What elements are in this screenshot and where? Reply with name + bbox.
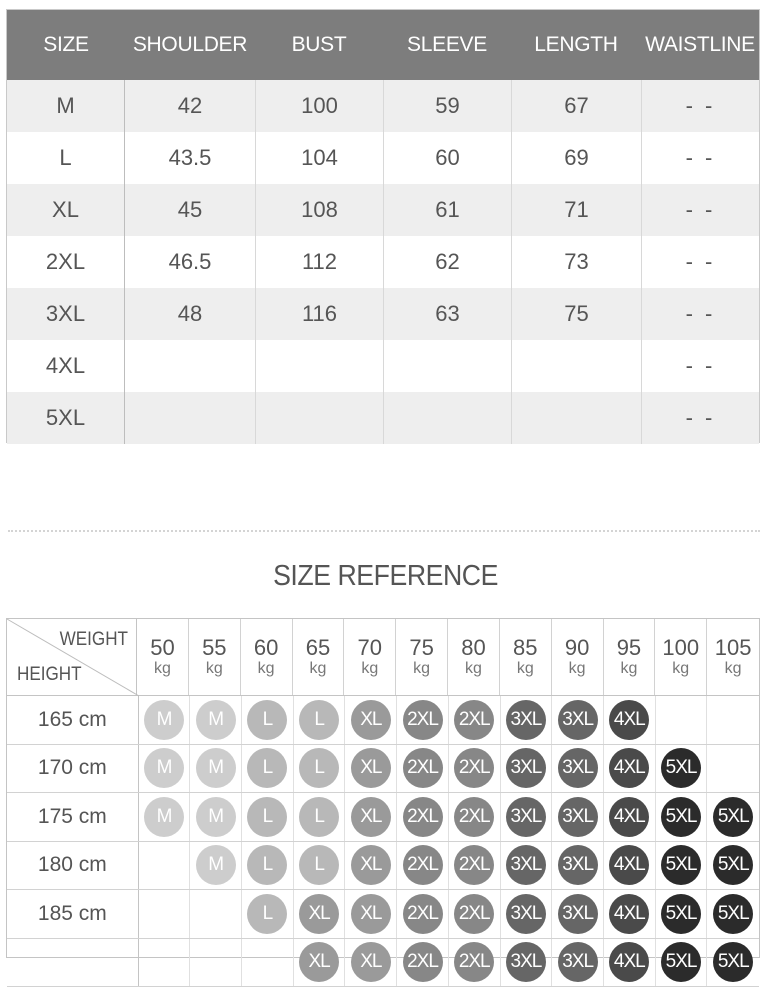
grid-cell <box>656 696 708 744</box>
table-cell <box>511 392 641 444</box>
grid-cell <box>501 696 553 744</box>
size-badge: M <box>196 845 236 885</box>
weight-value: 75 <box>396 637 447 659</box>
size-badge: 3XL <box>506 942 546 982</box>
size-badge: M <box>144 748 184 788</box>
table-cell <box>511 340 641 392</box>
size-badge: L <box>247 797 287 837</box>
grid-cell <box>604 842 656 890</box>
size-badge: 4XL <box>609 942 649 982</box>
size-reference-title: SIZE REFERENCE <box>31 560 740 593</box>
size-badge: 2XL <box>403 942 443 982</box>
grid-cell <box>656 890 708 938</box>
table-cell: 73 <box>511 236 641 288</box>
weight-cell <box>241 619 293 695</box>
table-cell: 42 <box>125 80 255 132</box>
size-badge: XL <box>351 748 391 788</box>
grid-cell <box>656 939 708 987</box>
height-label: HEIGHT <box>17 664 82 686</box>
grid-cell <box>190 745 242 793</box>
grid-cell <box>501 939 553 987</box>
size-badge: L <box>247 845 287 885</box>
measurement-body <box>7 80 759 444</box>
size-badge: 2XL <box>454 797 494 837</box>
size-badge: XL <box>299 942 339 982</box>
reference-row <box>7 745 759 794</box>
reference-row <box>7 696 759 745</box>
grid-cell <box>552 890 604 938</box>
grid-cell <box>449 793 501 841</box>
table-cell: 67 <box>511 80 641 132</box>
size-badge: 2XL <box>454 845 494 885</box>
table-cell: - - <box>641 392 759 444</box>
weight-cell <box>448 619 500 695</box>
height-cell: 170 cm <box>7 745 139 793</box>
grid-cell <box>397 745 449 793</box>
size-badge: 5XL <box>661 894 701 934</box>
grid-cell <box>552 696 604 744</box>
size-badge: 5XL <box>661 797 701 837</box>
grid-cell <box>345 939 397 987</box>
grid-cell <box>707 939 759 987</box>
weight-value: 55 <box>189 637 240 659</box>
table-cell: 100 <box>255 80 383 132</box>
grid-cell <box>397 939 449 987</box>
weight-cell <box>552 619 604 695</box>
grid-cell <box>552 793 604 841</box>
size-badge: 3XL <box>506 797 546 837</box>
table-cell <box>255 340 383 392</box>
measurement-table <box>6 9 760 443</box>
size-badge: 4XL <box>609 845 649 885</box>
size-badge: XL <box>351 942 391 982</box>
size-reference-grid <box>6 618 760 958</box>
weight-unit: kg <box>137 659 188 679</box>
height-cell: 185 cm <box>7 890 139 938</box>
size-badge: XL <box>351 797 391 837</box>
table-cell <box>125 392 255 444</box>
header-sleeve: SLEEVE <box>383 10 511 80</box>
table-cell: 61 <box>383 184 511 236</box>
size-badge: 2XL <box>403 700 443 740</box>
table-cell: 45 <box>125 184 255 236</box>
size-badge: 4XL <box>609 748 649 788</box>
size-badge: 2XL <box>403 845 443 885</box>
table-cell <box>383 340 511 392</box>
reference-row <box>7 793 759 842</box>
measurement-header-row <box>7 10 759 80</box>
grid-cell <box>604 939 656 987</box>
table-cell: 63 <box>383 288 511 340</box>
size-badge: 2XL <box>454 942 494 982</box>
size-badge: 2XL <box>403 748 443 788</box>
size-badge: 5XL <box>713 894 753 934</box>
size-badge: L <box>247 700 287 740</box>
size-badge: 3XL <box>558 748 598 788</box>
size-badge: 5XL <box>661 942 701 982</box>
grid-cell <box>345 793 397 841</box>
grid-cell <box>501 793 553 841</box>
table-cell: 75 <box>511 288 641 340</box>
height-cell <box>7 939 139 987</box>
table-cell: 48 <box>125 288 255 340</box>
weight-value: 100 <box>655 637 706 659</box>
grid-cell <box>449 745 501 793</box>
table-cell: 108 <box>255 184 383 236</box>
weight-cell <box>396 619 448 695</box>
table-cell: - - <box>641 80 759 132</box>
grid-cell <box>552 939 604 987</box>
header-length: LENGTH <box>511 10 641 80</box>
table-cell: 71 <box>511 184 641 236</box>
weight-cell <box>604 619 656 695</box>
weight-cell <box>707 619 759 695</box>
grid-cell <box>294 939 346 987</box>
weight-unit: kg <box>500 659 551 679</box>
grid-cell <box>139 890 191 938</box>
size-badge: 4XL <box>609 700 649 740</box>
size-badge: M <box>196 797 236 837</box>
weight-cell <box>293 619 345 695</box>
grid-cell <box>139 745 191 793</box>
grid-cell <box>552 745 604 793</box>
grid-cell <box>707 793 759 841</box>
grid-cell <box>190 842 242 890</box>
weight-cell <box>500 619 552 695</box>
grid-cell <box>656 745 708 793</box>
table-cell: 112 <box>255 236 383 288</box>
grid-cell <box>294 793 346 841</box>
grid-cell <box>190 696 242 744</box>
size-badge: L <box>299 700 339 740</box>
table-cell: - - <box>641 184 759 236</box>
table-cell: L <box>7 132 125 184</box>
grid-cell <box>294 696 346 744</box>
table-cell <box>383 392 511 444</box>
weight-unit: kg <box>293 659 344 679</box>
weight-value: 95 <box>604 637 655 659</box>
grid-cell <box>707 842 759 890</box>
size-badge: M <box>196 748 236 788</box>
weight-value: 85 <box>500 637 551 659</box>
size-badge: 2XL <box>403 797 443 837</box>
size-badge: M <box>144 700 184 740</box>
size-badge: 3XL <box>558 894 598 934</box>
height-cell: 165 cm <box>7 696 139 744</box>
size-badge: 5XL <box>661 845 701 885</box>
weight-unit: kg <box>396 659 447 679</box>
reference-row <box>7 939 759 987</box>
grid-cell <box>501 842 553 890</box>
size-badge: 3XL <box>558 797 598 837</box>
size-badge: 2XL <box>454 894 494 934</box>
table-row <box>7 340 759 392</box>
grid-cell <box>294 890 346 938</box>
weight-label: WEIGHT <box>60 629 128 651</box>
table-cell: - - <box>641 236 759 288</box>
grid-cell <box>604 696 656 744</box>
grid-cell <box>345 890 397 938</box>
corner-cell <box>7 619 137 696</box>
table-row <box>7 392 759 444</box>
size-badge: 5XL <box>661 748 701 788</box>
table-cell: XL <box>7 184 125 236</box>
table-row <box>7 184 759 236</box>
weight-cell <box>344 619 396 695</box>
weight-unit: kg <box>344 659 395 679</box>
grid-cell <box>552 842 604 890</box>
table-cell: 5XL <box>7 392 125 444</box>
size-reference-body <box>7 696 759 987</box>
size-badge: 5XL <box>713 797 753 837</box>
table-cell: 4XL <box>7 340 125 392</box>
table-row <box>7 132 759 184</box>
size-badge: 4XL <box>609 797 649 837</box>
table-cell: 2XL <box>7 236 125 288</box>
weight-unit: kg <box>552 659 603 679</box>
header-size: SIZE <box>7 10 125 80</box>
grid-cell <box>707 745 759 793</box>
grid-cell <box>397 842 449 890</box>
grid-cell <box>397 890 449 938</box>
weight-unit: kg <box>448 659 499 679</box>
size-badge: M <box>196 700 236 740</box>
height-cell: 175 cm <box>7 793 139 841</box>
section-divider <box>8 530 760 532</box>
grid-cell <box>707 890 759 938</box>
grid-cell <box>242 696 294 744</box>
size-badge: XL <box>351 845 391 885</box>
size-badge: 2XL <box>454 748 494 788</box>
size-badge: 3XL <box>506 748 546 788</box>
grid-cell <box>656 842 708 890</box>
grid-cell <box>242 939 294 987</box>
weight-value: 70 <box>344 637 395 659</box>
grid-cell <box>707 696 759 744</box>
weight-unit: kg <box>707 659 759 679</box>
size-badge: XL <box>299 894 339 934</box>
grid-cell <box>139 939 191 987</box>
grid-cell <box>139 842 191 890</box>
grid-cell <box>449 842 501 890</box>
table-cell: 43.5 <box>125 132 255 184</box>
size-badge: 3XL <box>558 700 598 740</box>
grid-cell <box>139 696 191 744</box>
size-badge: 2XL <box>454 700 494 740</box>
header-bust: BUST <box>255 10 383 80</box>
grid-cell <box>449 696 501 744</box>
weight-cell <box>655 619 707 695</box>
grid-cell <box>242 890 294 938</box>
height-cell: 180 cm <box>7 842 139 890</box>
size-badge: M <box>144 797 184 837</box>
grid-cell <box>397 793 449 841</box>
weight-unit: kg <box>604 659 655 679</box>
grid-cell <box>242 842 294 890</box>
grid-cell <box>190 793 242 841</box>
size-badge: 3XL <box>558 942 598 982</box>
size-badge: 3XL <box>506 845 546 885</box>
weight-cell <box>137 619 189 695</box>
weight-header-row <box>7 619 759 696</box>
grid-cell <box>242 793 294 841</box>
size-badge: 5XL <box>713 942 753 982</box>
size-badge: L <box>247 894 287 934</box>
weight-value: 80 <box>448 637 499 659</box>
table-row <box>7 80 759 132</box>
reference-row <box>7 842 759 891</box>
size-badge: 5XL <box>713 845 753 885</box>
size-badge: XL <box>351 894 391 934</box>
table-cell: - - <box>641 288 759 340</box>
table-row <box>7 236 759 288</box>
grid-cell <box>190 890 242 938</box>
size-badge: L <box>299 797 339 837</box>
table-cell: 60 <box>383 132 511 184</box>
grid-cell <box>294 842 346 890</box>
table-cell: 69 <box>511 132 641 184</box>
table-cell: 46.5 <box>125 236 255 288</box>
grid-cell <box>604 745 656 793</box>
size-badge: L <box>247 748 287 788</box>
grid-cell <box>449 939 501 987</box>
weight-unit: kg <box>189 659 240 679</box>
weight-unit: kg <box>241 659 292 679</box>
size-badge: XL <box>351 700 391 740</box>
grid-cell <box>397 696 449 744</box>
table-cell: 3XL <box>7 288 125 340</box>
size-badge: L <box>299 748 339 788</box>
weight-unit: kg <box>655 659 706 679</box>
table-cell: M <box>7 80 125 132</box>
grid-cell <box>294 745 346 793</box>
weight-value: 50 <box>137 637 188 659</box>
size-badge: 2XL <box>403 894 443 934</box>
weight-cell <box>189 619 241 695</box>
table-cell: 62 <box>383 236 511 288</box>
weight-value: 105 <box>707 637 759 659</box>
weight-value: 90 <box>552 637 603 659</box>
table-cell <box>125 340 255 392</box>
grid-cell <box>345 696 397 744</box>
table-cell: 104 <box>255 132 383 184</box>
weight-value: 65 <box>293 637 344 659</box>
reference-row <box>7 890 759 939</box>
grid-cell <box>345 745 397 793</box>
size-badge: 3XL <box>506 894 546 934</box>
grid-cell <box>604 793 656 841</box>
table-cell: - - <box>641 132 759 184</box>
size-badge: L <box>299 845 339 885</box>
grid-cell <box>449 890 501 938</box>
grid-cell <box>501 890 553 938</box>
table-row <box>7 288 759 340</box>
table-cell: 116 <box>255 288 383 340</box>
table-cell: - - <box>641 340 759 392</box>
weight-cells <box>137 619 759 695</box>
grid-cell <box>604 890 656 938</box>
size-badge: 4XL <box>609 894 649 934</box>
grid-cell <box>242 745 294 793</box>
size-badge: 3XL <box>506 700 546 740</box>
table-cell: 59 <box>383 80 511 132</box>
grid-cell <box>190 939 242 987</box>
header-waistline: WAISTLINE <box>641 10 759 80</box>
table-cell <box>255 392 383 444</box>
grid-cell <box>345 842 397 890</box>
weight-value: 60 <box>241 637 292 659</box>
grid-cell <box>139 793 191 841</box>
grid-cell <box>501 745 553 793</box>
header-shoulder: SHOULDER <box>125 10 255 80</box>
size-badge: 3XL <box>558 845 598 885</box>
grid-cell <box>656 793 708 841</box>
